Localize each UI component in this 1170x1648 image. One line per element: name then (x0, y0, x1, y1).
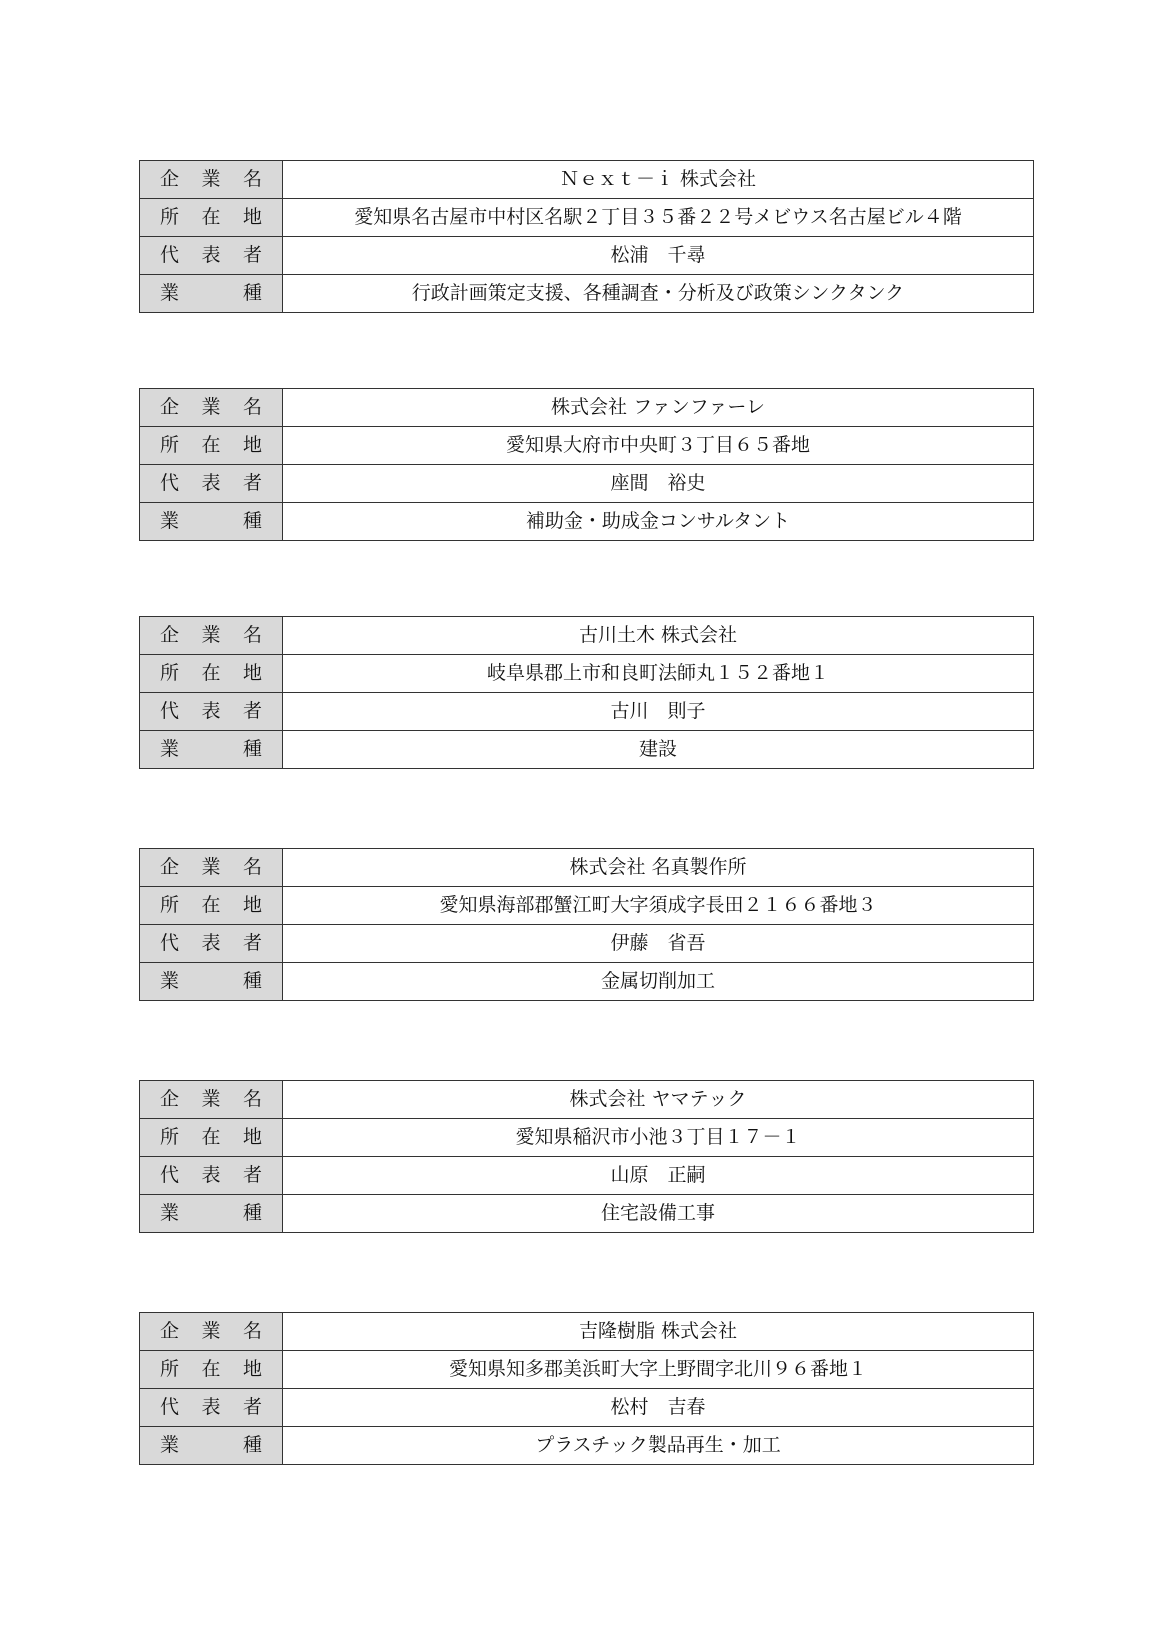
address-value: 愛知県稲沢市小池３丁目１７－１ (283, 1119, 1034, 1157)
representative-value: 松浦 千尋 (283, 237, 1034, 275)
company-table-1 (139, 160, 1034, 313)
label-address: 所 在 地 (140, 1119, 283, 1157)
company-table-4 (139, 848, 1034, 1001)
label-company-name: 企 業 名 (140, 849, 283, 887)
row-industry (140, 275, 1034, 313)
label-representative: 代 表 者 (140, 465, 283, 503)
label-industry: 業 種 (140, 963, 283, 1001)
label-company-name: 企 業 名 (140, 1313, 283, 1351)
label-industry: 業 種 (140, 503, 283, 541)
label-representative: 代 表 者 (140, 925, 283, 963)
label-company-name: 企 業 名 (140, 617, 283, 655)
company-name-value: 株式会社 ヤマテック (283, 1081, 1034, 1119)
label-representative: 代 表 者 (140, 237, 283, 275)
row-company-name (140, 1081, 1034, 1119)
company-name-value: 株式会社 名真製作所 (283, 849, 1034, 887)
row-representative (140, 465, 1034, 503)
representative-value: 山原 正嗣 (283, 1157, 1034, 1195)
label-representative: 代 表 者 (140, 1389, 283, 1427)
representative-value: 古川 則子 (283, 693, 1034, 731)
row-company-name (140, 161, 1034, 199)
label-representative: 代 表 者 (140, 693, 283, 731)
row-industry (140, 503, 1034, 541)
row-address (140, 1119, 1034, 1157)
label-company-name: 企 業 名 (140, 389, 283, 427)
row-industry (140, 963, 1034, 1001)
industry-value: 行政計画策定支援、各種調査・分析及び政策シンクタンク (283, 275, 1034, 313)
label-company-name: 企 業 名 (140, 161, 283, 199)
row-representative (140, 1157, 1034, 1195)
address-value: 愛知県知多郡美浜町大字上野間字北川９６番地１ (283, 1351, 1034, 1389)
label-company-name: 企 業 名 (140, 1081, 283, 1119)
row-company-name (140, 389, 1034, 427)
label-address: 所 在 地 (140, 887, 283, 925)
industry-value: 住宅設備工事 (283, 1195, 1034, 1233)
label-address: 所 在 地 (140, 655, 283, 693)
company-name-value: 吉隆樹脂 株式会社 (283, 1313, 1034, 1351)
representative-value: 松村 吉春 (283, 1389, 1034, 1427)
row-representative (140, 237, 1034, 275)
label-industry: 業 種 (140, 731, 283, 769)
representative-value: 伊藤 省吾 (283, 925, 1034, 963)
row-representative (140, 925, 1034, 963)
industry-value: 建設 (283, 731, 1034, 769)
industry-value: 補助金・助成金コンサルタント (283, 503, 1034, 541)
row-address (140, 887, 1034, 925)
row-company-name (140, 1313, 1034, 1351)
company-table-6 (139, 1312, 1034, 1465)
row-representative (140, 693, 1034, 731)
label-representative: 代 表 者 (140, 1157, 283, 1195)
industry-value: 金属切削加工 (283, 963, 1034, 1001)
row-company-name (140, 849, 1034, 887)
row-company-name (140, 617, 1034, 655)
label-industry: 業 種 (140, 1427, 283, 1465)
label-industry: 業 種 (140, 275, 283, 313)
row-industry (140, 731, 1034, 769)
company-name-value: 古川土木 株式会社 (283, 617, 1034, 655)
label-address: 所 在 地 (140, 199, 283, 237)
row-industry (140, 1195, 1034, 1233)
label-address: 所 在 地 (140, 427, 283, 465)
representative-value: 座間 裕史 (283, 465, 1034, 503)
company-table-5 (139, 1080, 1034, 1233)
company-name-value: 株式会社 ファンファーレ (283, 389, 1034, 427)
row-representative (140, 1389, 1034, 1427)
address-value: 愛知県海部郡蟹江町大字須成字長田２１６６番地３ (283, 887, 1034, 925)
industry-value: プラスチック製品再生・加工 (283, 1427, 1034, 1465)
row-industry (140, 1427, 1034, 1465)
row-address (140, 1351, 1034, 1389)
company-table-3 (139, 616, 1034, 769)
address-value: 愛知県大府市中央町３丁目６５番地 (283, 427, 1034, 465)
label-industry: 業 種 (140, 1195, 283, 1233)
label-address: 所 在 地 (140, 1351, 283, 1389)
company-table-2 (139, 388, 1034, 541)
row-address (140, 655, 1034, 693)
address-value: 岐阜県郡上市和良町法師丸１５２番地１ (283, 655, 1034, 693)
row-address (140, 427, 1034, 465)
address-value: 愛知県名古屋市中村区名駅２丁目３５番２２号メビウス名古屋ビル４階 (283, 199, 1034, 237)
company-name-value: Ｎｅｘｔ－ｉ 株式会社 (283, 161, 1034, 199)
row-address (140, 199, 1034, 237)
